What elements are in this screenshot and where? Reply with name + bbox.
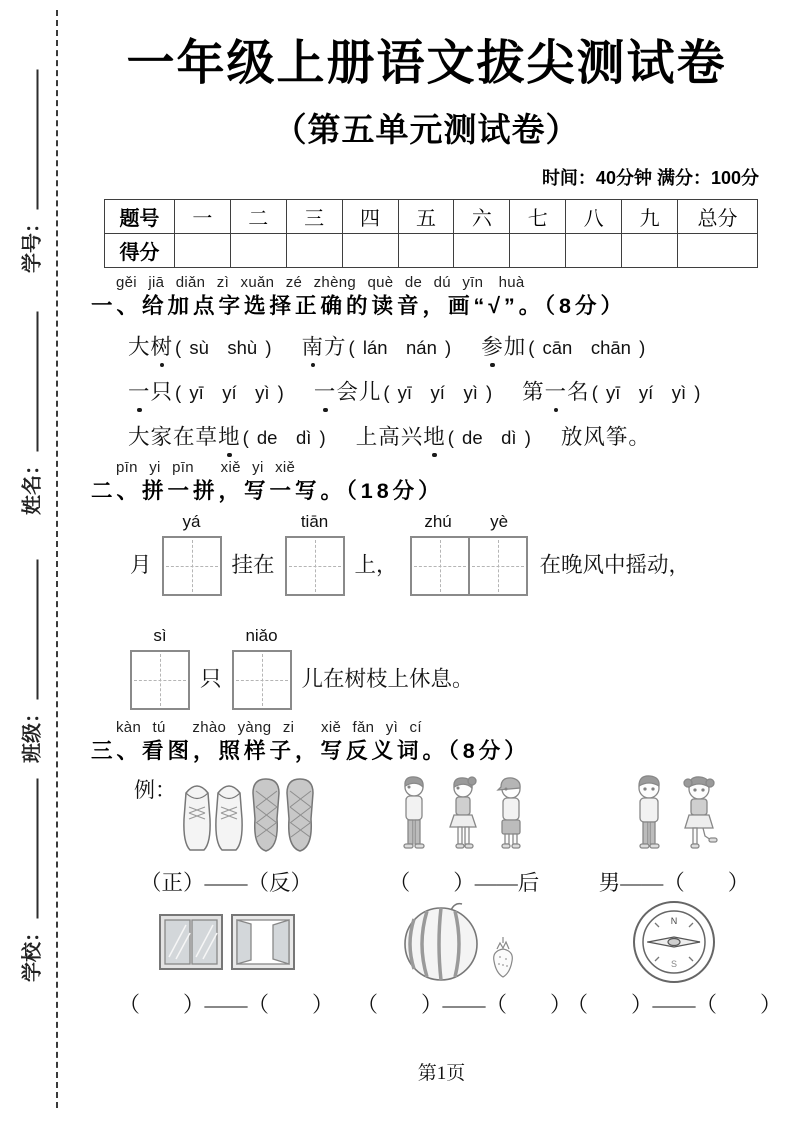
q1-char: 一 xyxy=(314,375,337,406)
score-table-column-header: 三 xyxy=(286,200,342,234)
q1-char: 地 xyxy=(218,420,241,451)
score-table-corner-label: 题号 xyxy=(105,200,175,234)
q3-item-big-small xyxy=(352,902,576,1019)
score-table-empty-cell xyxy=(622,234,678,268)
seal-dashed-line xyxy=(56,10,58,1108)
q3-answer-window: （ ）——（ ） xyxy=(118,993,334,1017)
q1-pinyin-choices: ( yī yí yì ) xyxy=(591,382,701,403)
q1-char: 只 xyxy=(150,380,174,404)
svg-text:N: N xyxy=(670,916,678,926)
q1-char: 高 xyxy=(378,425,401,449)
q2-s1-double-box xyxy=(408,512,530,596)
score-table-row-label: 得分 xyxy=(105,234,175,268)
q1-pinyin-choices: ( lán nán ) xyxy=(348,337,452,358)
boy-and-girl-icon xyxy=(619,774,729,858)
q2-s2-box1-pinyin: sì xyxy=(153,626,167,645)
q1-char: 大 xyxy=(128,335,151,359)
score-table-empty-cell xyxy=(454,234,510,268)
score-table-column-header: 九 xyxy=(622,200,678,234)
q3-item-window xyxy=(100,902,352,1019)
q1-char: 放 xyxy=(560,425,584,449)
student-name-field xyxy=(16,304,45,524)
svg-text:S: S xyxy=(670,959,678,969)
q2-pinyin: pīn yi pīn xiě yi xiě xyxy=(116,459,296,476)
q1-char: 。 xyxy=(628,425,651,449)
q1-word-group xyxy=(356,420,531,451)
score-table-column-header: 八 xyxy=(566,200,622,234)
window-closed-and-open-icon xyxy=(156,907,296,977)
score-table-column-header: 六 xyxy=(454,200,510,234)
writing-grid-box xyxy=(130,650,190,710)
q1-pinyin-choices: ( yī yí yì ) xyxy=(383,382,493,403)
q3-item-compass xyxy=(566,902,782,1019)
student-name-blank-line xyxy=(34,312,39,452)
writing-grid-box xyxy=(285,536,345,596)
score-table-column-header: 七 xyxy=(510,200,566,234)
q1-char: 加 xyxy=(503,335,527,359)
q3-pinyin: kàn tú zhào yàng zi xiě fǎn yì cí xyxy=(116,719,422,736)
score-table-empty-cell xyxy=(342,234,398,268)
q1-pinyin: gěi jiā diǎn zì xuǎn zé zhèng què de dú yīn huà xyxy=(116,274,525,291)
student-id-blank-line xyxy=(34,70,39,210)
q2-s2-box2-pinyin: niǎo xyxy=(245,626,278,645)
score-table-empty-cell xyxy=(678,234,758,268)
score-table-empty-cell xyxy=(286,234,342,268)
q1-pinyin-choices: ( yī yí yì ) xyxy=(175,382,284,403)
q3-item-front-back xyxy=(352,772,576,897)
q1-char: 第 xyxy=(522,380,545,404)
q1-char: 在 xyxy=(173,425,196,449)
time-and-score-info: 时间：40分钟 满分：100分 xyxy=(541,168,759,188)
q2-s2-mid-text: 只 xyxy=(200,667,222,691)
q2-s1-box3b-pinyin: yè xyxy=(490,512,509,531)
q1-char: 地 xyxy=(423,420,446,451)
q1-pinyin-choices: ( de dì ) xyxy=(447,427,531,448)
children-queue-front-back-icon xyxy=(389,774,539,858)
q2-s1-post-text: 在晚风中摇动， xyxy=(539,553,691,577)
q1-char: 上 xyxy=(355,425,379,449)
q1-char: 名 xyxy=(567,380,590,404)
q1-row xyxy=(128,375,700,420)
q1-char: 家 xyxy=(150,425,174,449)
score-table-score-row xyxy=(105,234,758,268)
q2-s1-box2-pinyin: tiān xyxy=(300,512,329,531)
writing-grid-box xyxy=(410,536,470,596)
school-label: 学校： xyxy=(21,922,44,982)
q2-s1-box1-pinyin: yá xyxy=(182,512,201,531)
q1-char: 方 xyxy=(324,335,347,359)
score-table xyxy=(104,199,758,268)
q1-char: 儿 xyxy=(358,380,382,404)
example-label: 例： xyxy=(134,778,176,802)
q3-answer-boy-girl: 男——（ ） xyxy=(598,871,750,895)
score-table-column-header: 二 xyxy=(230,200,286,234)
q2-s1-pre-text: 月 xyxy=(130,553,152,577)
q1-pinyin-choices: ( sù shù ) xyxy=(175,337,272,358)
school-blank-line xyxy=(34,779,39,919)
q1-char: 风 xyxy=(583,425,606,449)
q1-char: 一 xyxy=(545,375,568,406)
q3-answer-example: （正）——（反） xyxy=(139,871,312,895)
q1-char: 草 xyxy=(195,425,219,449)
q1-rows xyxy=(128,330,700,465)
student-id-field xyxy=(16,62,45,282)
score-table-column-header: 一 xyxy=(174,200,230,234)
q2-s1-box2 xyxy=(285,512,345,596)
page-number: 第1页 xyxy=(417,1063,466,1084)
score-table-empty-cell xyxy=(230,234,286,268)
q1-char: 大 xyxy=(128,425,151,449)
q1-char: 树 xyxy=(151,330,174,361)
q3-answer-big-small: （ ）——（ ） xyxy=(356,993,572,1017)
big-watermelon-small-strawberry-icon xyxy=(399,901,529,983)
score-table-empty-cell xyxy=(510,234,566,268)
q3-second-row xyxy=(100,902,782,1019)
q1-word-group xyxy=(561,420,651,451)
q1-word-group xyxy=(128,330,272,361)
q2-s1-box1 xyxy=(162,512,222,596)
class-field xyxy=(16,552,45,772)
class-blank-line xyxy=(34,560,39,700)
score-table-empty-cell xyxy=(398,234,454,268)
score-table-column-header: 五 xyxy=(398,200,454,234)
q3-title: 三、看图，照样子，写反义词。（8分） xyxy=(91,739,530,763)
q2-s2-box1 xyxy=(130,626,190,710)
compass-north-south-icon xyxy=(631,899,717,985)
q2-s2-post-text: 儿在树枝上休息。 xyxy=(301,667,474,691)
q1-word-group xyxy=(302,330,452,361)
school-field xyxy=(16,771,45,991)
q3-answer-front-back: （ ）——后 xyxy=(388,871,540,895)
q2-s2-box2 xyxy=(232,626,292,710)
class-label: 班级： xyxy=(21,703,44,763)
score-table-column-header: 总分 xyxy=(678,200,758,234)
q1-word-group xyxy=(128,420,326,451)
score-table-empty-cell xyxy=(174,234,230,268)
page-title: 一年级上册语文拔尖测试卷 xyxy=(126,37,727,90)
score-table-header-row xyxy=(105,200,758,234)
writing-grid-box xyxy=(232,650,292,710)
score-table-column-header: 四 xyxy=(342,200,398,234)
q2-sentence-1 xyxy=(130,512,690,596)
score-table-empty-cell xyxy=(566,234,622,268)
q1-char: 参 xyxy=(481,330,504,361)
q1-char: 一 xyxy=(128,375,151,406)
q1-word-group xyxy=(128,375,284,406)
q2-s1-mid1-text: 挂在 xyxy=(231,553,275,577)
student-id-label: 学号： xyxy=(21,213,44,273)
page-subtitle: （第五单元测试卷） xyxy=(273,111,580,148)
q1-char: 筝 xyxy=(605,425,629,449)
q1-char: 南 xyxy=(302,330,325,361)
q1-word-group xyxy=(481,330,645,361)
shoes-upright-and-flipped-icon xyxy=(180,775,318,857)
q2-title: 二、拼一拼，写一写。（18分） xyxy=(91,479,444,503)
q1-pinyin-choices: ( cān chān ) xyxy=(528,337,646,358)
writing-grid-box xyxy=(468,536,528,596)
q2-s1-mid2-text: 上， xyxy=(354,553,398,577)
q1-char: 会 xyxy=(336,380,359,404)
q1-title: 一、给加点字选择正确的读音，画“√”。（8分） xyxy=(91,294,627,318)
q2-s1-box3a-pinyin: zhú xyxy=(424,512,452,531)
q3-answer-compass: （ ）——（ ） xyxy=(566,993,782,1017)
student-name-label: 姓名： xyxy=(21,455,44,515)
writing-grid-box xyxy=(162,536,222,596)
q1-char: 兴 xyxy=(400,425,424,449)
q1-row xyxy=(128,330,700,375)
q1-pinyin-choices: ( de dì ) xyxy=(242,427,326,448)
q1-word-group xyxy=(522,375,700,406)
q3-example-row xyxy=(100,772,772,897)
q3-item-boy-girl xyxy=(576,772,772,897)
q1-word-group xyxy=(314,375,492,406)
q2-sentence-2 xyxy=(130,626,474,710)
q3-item-shoes xyxy=(100,772,352,897)
